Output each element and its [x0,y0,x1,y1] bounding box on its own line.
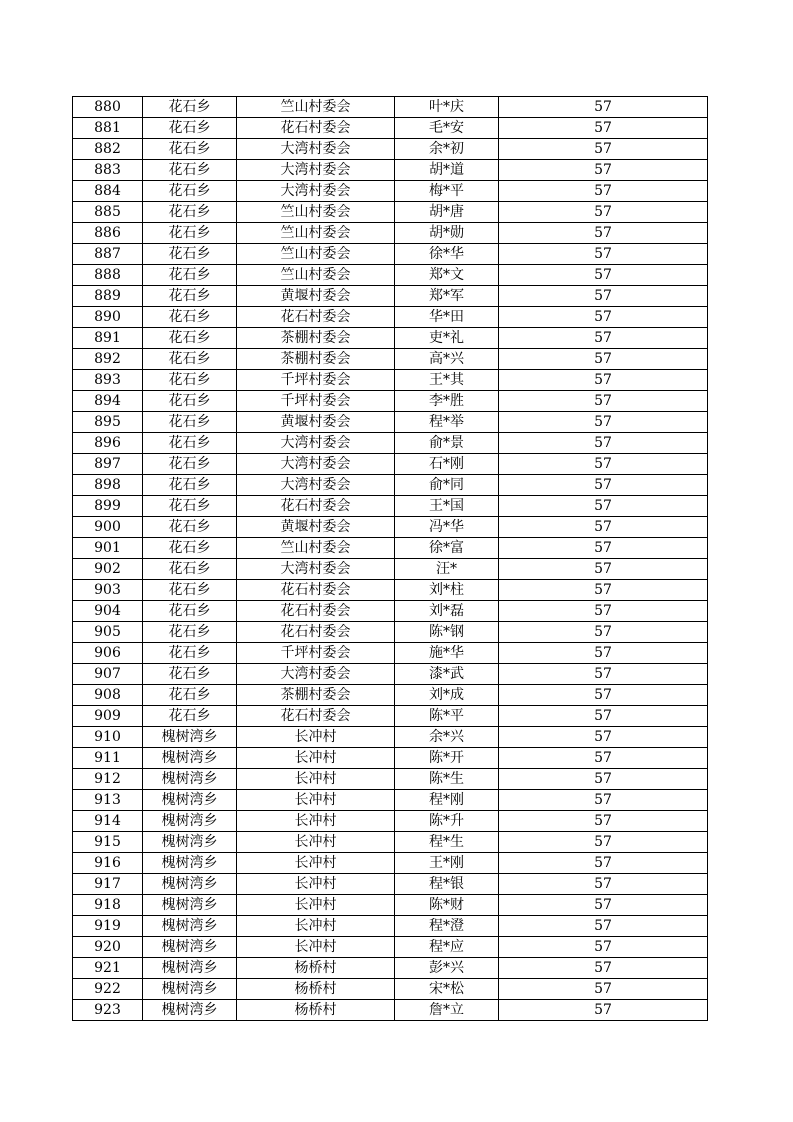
row-number-cell: 921 [73,958,143,979]
table-row [73,475,708,496]
township-cell: 花石乡 [143,685,237,706]
person-name-cell: 刘*成 [395,685,499,706]
person-name-cell: 詹*立 [395,1000,499,1021]
person-name-cell: 华*田 [395,307,499,328]
value-cell: 57 [499,391,708,412]
township-cell: 花石乡 [143,118,237,139]
value-cell: 57 [499,370,708,391]
table-row [73,391,708,412]
row-number-cell: 895 [73,412,143,433]
row-number-cell: 899 [73,496,143,517]
person-name-cell: 汪* [395,559,499,580]
village-committee-cell: 花石村委会 [237,580,395,601]
table-row [73,118,708,139]
township-cell: 花石乡 [143,433,237,454]
value-cell: 57 [499,1000,708,1021]
township-cell: 花石乡 [143,496,237,517]
village-committee-cell: 茶棚村委会 [237,685,395,706]
village-committee-cell: 大湾村委会 [237,664,395,685]
value-cell: 57 [499,895,708,916]
roster-table-body [73,97,708,1021]
row-number-cell: 891 [73,328,143,349]
township-cell: 花石乡 [143,349,237,370]
village-committee-cell: 大湾村委会 [237,139,395,160]
value-cell: 57 [499,811,708,832]
value-cell: 57 [499,916,708,937]
value-cell: 57 [499,139,708,160]
person-name-cell: 叶*庆 [395,97,499,118]
value-cell: 57 [499,118,708,139]
village-committee-cell: 竺山村委会 [237,97,395,118]
township-cell: 槐树湾乡 [143,916,237,937]
value-cell: 57 [499,307,708,328]
person-name-cell: 陈*升 [395,811,499,832]
person-name-cell: 陈*平 [395,706,499,727]
value-cell: 57 [499,223,708,244]
person-name-cell: 高*兴 [395,349,499,370]
person-name-cell: 王*刚 [395,853,499,874]
row-number-cell: 919 [73,916,143,937]
row-number-cell: 892 [73,349,143,370]
row-number-cell: 904 [73,601,143,622]
row-number-cell: 905 [73,622,143,643]
village-committee-cell: 千坪村委会 [237,643,395,664]
roster-table [72,96,708,1021]
village-committee-cell: 长冲村 [237,811,395,832]
value-cell: 57 [499,643,708,664]
township-cell: 槐树湾乡 [143,979,237,1000]
value-cell: 57 [499,496,708,517]
person-name-cell: 李*胜 [395,391,499,412]
person-name-cell: 陈*财 [395,895,499,916]
township-cell: 槐树湾乡 [143,748,237,769]
person-name-cell: 程*银 [395,874,499,895]
village-committee-cell: 竺山村委会 [237,538,395,559]
table-row [73,412,708,433]
row-number-cell: 884 [73,181,143,202]
village-committee-cell: 黄堰村委会 [237,286,395,307]
township-cell: 花石乡 [143,622,237,643]
village-committee-cell: 长冲村 [237,937,395,958]
township-cell: 花石乡 [143,475,237,496]
township-cell: 槐树湾乡 [143,1000,237,1021]
table-row [73,643,708,664]
township-cell: 花石乡 [143,223,237,244]
village-committee-cell: 杨桥村 [237,1000,395,1021]
village-committee-cell: 千坪村委会 [237,370,395,391]
value-cell: 57 [499,349,708,370]
row-number-cell: 880 [73,97,143,118]
row-number-cell: 911 [73,748,143,769]
village-committee-cell: 黄堰村委会 [237,517,395,538]
row-number-cell: 901 [73,538,143,559]
township-cell: 花石乡 [143,97,237,118]
person-name-cell: 宋*松 [395,979,499,1000]
row-number-cell: 906 [73,643,143,664]
township-cell: 槐树湾乡 [143,790,237,811]
table-row [73,601,708,622]
row-number-cell: 898 [73,475,143,496]
township-cell: 花石乡 [143,517,237,538]
row-number-cell: 902 [73,559,143,580]
township-cell: 花石乡 [143,202,237,223]
row-number-cell: 888 [73,265,143,286]
table-row [73,916,708,937]
table-row [73,244,708,265]
township-cell: 花石乡 [143,265,237,286]
value-cell: 57 [499,706,708,727]
table-row [73,895,708,916]
township-cell: 花石乡 [143,391,237,412]
table-row [73,832,708,853]
township-cell: 花石乡 [143,139,237,160]
table-row [73,349,708,370]
township-cell: 花石乡 [143,580,237,601]
village-committee-cell: 大湾村委会 [237,181,395,202]
person-name-cell: 刘*磊 [395,601,499,622]
village-committee-cell: 竺山村委会 [237,244,395,265]
table-row [73,811,708,832]
township-cell: 槐树湾乡 [143,853,237,874]
row-number-cell: 915 [73,832,143,853]
row-number-cell: 889 [73,286,143,307]
village-committee-cell: 长冲村 [237,874,395,895]
person-name-cell: 漆*武 [395,664,499,685]
row-number-cell: 885 [73,202,143,223]
person-name-cell: 程*澄 [395,916,499,937]
person-name-cell: 刘*柱 [395,580,499,601]
village-committee-cell: 长冲村 [237,916,395,937]
value-cell: 57 [499,958,708,979]
person-name-cell: 胡*道 [395,160,499,181]
person-name-cell: 石*刚 [395,454,499,475]
village-committee-cell: 花石村委会 [237,307,395,328]
person-name-cell: 郑*文 [395,265,499,286]
person-name-cell: 徐*华 [395,244,499,265]
value-cell: 57 [499,580,708,601]
row-number-cell: 893 [73,370,143,391]
value-cell: 57 [499,328,708,349]
person-name-cell: 陈*生 [395,769,499,790]
value-cell: 57 [499,517,708,538]
village-committee-cell: 花石村委会 [237,706,395,727]
village-committee-cell: 竺山村委会 [237,265,395,286]
value-cell: 57 [499,937,708,958]
row-number-cell: 890 [73,307,143,328]
township-cell: 花石乡 [143,643,237,664]
value-cell: 57 [499,790,708,811]
person-name-cell: 程*刚 [395,790,499,811]
township-cell: 花石乡 [143,244,237,265]
person-name-cell: 陈*开 [395,748,499,769]
township-cell: 槐树湾乡 [143,811,237,832]
person-name-cell: 彭*兴 [395,958,499,979]
person-name-cell: 吏*礼 [395,328,499,349]
table-row [73,769,708,790]
table-row [73,370,708,391]
table-row [73,937,708,958]
value-cell: 57 [499,979,708,1000]
township-cell: 槐树湾乡 [143,832,237,853]
person-name-cell: 程*生 [395,832,499,853]
value-cell: 57 [499,769,708,790]
row-number-cell: 908 [73,685,143,706]
village-committee-cell: 杨桥村 [237,979,395,1000]
village-committee-cell: 长冲村 [237,853,395,874]
village-committee-cell: 花石村委会 [237,601,395,622]
village-committee-cell: 竺山村委会 [237,223,395,244]
value-cell: 57 [499,748,708,769]
row-number-cell: 922 [73,979,143,1000]
person-name-cell: 王*国 [395,496,499,517]
table-row [73,454,708,475]
township-cell: 槐树湾乡 [143,895,237,916]
person-name-cell: 施*华 [395,643,499,664]
row-number-cell: 913 [73,790,143,811]
row-number-cell: 883 [73,160,143,181]
table-row [73,622,708,643]
person-name-cell: 胡*唐 [395,202,499,223]
table-row [73,538,708,559]
value-cell: 57 [499,559,708,580]
township-cell: 花石乡 [143,328,237,349]
value-cell: 57 [499,853,708,874]
row-number-cell: 896 [73,433,143,454]
value-cell: 57 [499,244,708,265]
township-cell: 花石乡 [143,538,237,559]
value-cell: 57 [499,664,708,685]
township-cell: 花石乡 [143,286,237,307]
person-name-cell: 郑*军 [395,286,499,307]
row-number-cell: 887 [73,244,143,265]
village-committee-cell: 长冲村 [237,748,395,769]
table-row [73,958,708,979]
row-number-cell: 916 [73,853,143,874]
value-cell: 57 [499,601,708,622]
township-cell: 花石乡 [143,370,237,391]
table-row [73,517,708,538]
row-number-cell: 881 [73,118,143,139]
table-row [73,328,708,349]
table-row [73,874,708,895]
value-cell: 57 [499,181,708,202]
township-cell: 花石乡 [143,412,237,433]
table-row [73,223,708,244]
value-cell: 57 [499,538,708,559]
table-row [73,496,708,517]
table-row [73,286,708,307]
village-committee-cell: 花石村委会 [237,118,395,139]
row-number-cell: 894 [73,391,143,412]
township-cell: 花石乡 [143,307,237,328]
township-cell: 花石乡 [143,706,237,727]
row-number-cell: 909 [73,706,143,727]
table-row [73,790,708,811]
township-cell: 花石乡 [143,454,237,475]
row-number-cell: 882 [73,139,143,160]
village-committee-cell: 茶棚村委会 [237,349,395,370]
table-row [73,727,708,748]
person-name-cell: 徐*富 [395,538,499,559]
value-cell: 57 [499,622,708,643]
row-number-cell: 903 [73,580,143,601]
township-cell: 槐树湾乡 [143,874,237,895]
township-cell: 花石乡 [143,160,237,181]
village-committee-cell: 竺山村委会 [237,202,395,223]
person-name-cell: 梅*平 [395,181,499,202]
township-cell: 花石乡 [143,181,237,202]
person-name-cell: 陈*钢 [395,622,499,643]
row-number-cell: 920 [73,937,143,958]
value-cell: 57 [499,832,708,853]
value-cell: 57 [499,454,708,475]
village-committee-cell: 长冲村 [237,895,395,916]
table-row [73,97,708,118]
person-name-cell: 胡*勋 [395,223,499,244]
person-name-cell: 王*其 [395,370,499,391]
value-cell: 57 [499,160,708,181]
value-cell: 57 [499,727,708,748]
person-name-cell: 余*兴 [395,727,499,748]
value-cell: 57 [499,202,708,223]
person-name-cell: 俞*同 [395,475,499,496]
value-cell: 57 [499,412,708,433]
row-number-cell: 907 [73,664,143,685]
person-name-cell: 毛*安 [395,118,499,139]
row-number-cell: 886 [73,223,143,244]
township-cell: 花石乡 [143,559,237,580]
table-row [73,181,708,202]
village-committee-cell: 长冲村 [237,790,395,811]
value-cell: 57 [499,286,708,307]
row-number-cell: 912 [73,769,143,790]
township-cell: 槐树湾乡 [143,937,237,958]
village-committee-cell: 花石村委会 [237,622,395,643]
value-cell: 57 [499,874,708,895]
village-committee-cell: 长冲村 [237,832,395,853]
table-row [73,307,708,328]
township-cell: 槐树湾乡 [143,958,237,979]
table-row [73,979,708,1000]
table-row [73,160,708,181]
row-number-cell: 900 [73,517,143,538]
village-committee-cell: 杨桥村 [237,958,395,979]
person-name-cell: 余*初 [395,139,499,160]
table-row [73,139,708,160]
village-committee-cell: 茶棚村委会 [237,328,395,349]
village-committee-cell: 大湾村委会 [237,559,395,580]
village-committee-cell: 大湾村委会 [237,454,395,475]
person-name-cell: 俞*景 [395,433,499,454]
row-number-cell: 923 [73,1000,143,1021]
township-cell: 槐树湾乡 [143,769,237,790]
table-row [73,559,708,580]
village-committee-cell: 大湾村委会 [237,433,395,454]
village-committee-cell: 大湾村委会 [237,475,395,496]
value-cell: 57 [499,265,708,286]
row-number-cell: 918 [73,895,143,916]
table-row [73,202,708,223]
row-number-cell: 910 [73,727,143,748]
table-row [73,706,708,727]
village-committee-cell: 花石村委会 [237,496,395,517]
table-row [73,433,708,454]
value-cell: 57 [499,433,708,454]
village-committee-cell: 千坪村委会 [237,391,395,412]
table-row [73,265,708,286]
row-number-cell: 897 [73,454,143,475]
table-row [73,664,708,685]
table-row [73,1000,708,1021]
value-cell: 57 [499,97,708,118]
village-committee-cell: 长冲村 [237,769,395,790]
person-name-cell: 程*应 [395,937,499,958]
village-committee-cell: 大湾村委会 [237,160,395,181]
table-row [73,748,708,769]
person-name-cell: 冯*华 [395,517,499,538]
village-committee-cell: 长冲村 [237,727,395,748]
township-cell: 花石乡 [143,664,237,685]
village-committee-cell: 黄堰村委会 [237,412,395,433]
table-row [73,580,708,601]
value-cell: 57 [499,685,708,706]
township-cell: 花石乡 [143,601,237,622]
value-cell: 57 [499,475,708,496]
row-number-cell: 914 [73,811,143,832]
person-name-cell: 程*举 [395,412,499,433]
table-row [73,853,708,874]
table-row [73,685,708,706]
row-number-cell: 917 [73,874,143,895]
township-cell: 槐树湾乡 [143,727,237,748]
